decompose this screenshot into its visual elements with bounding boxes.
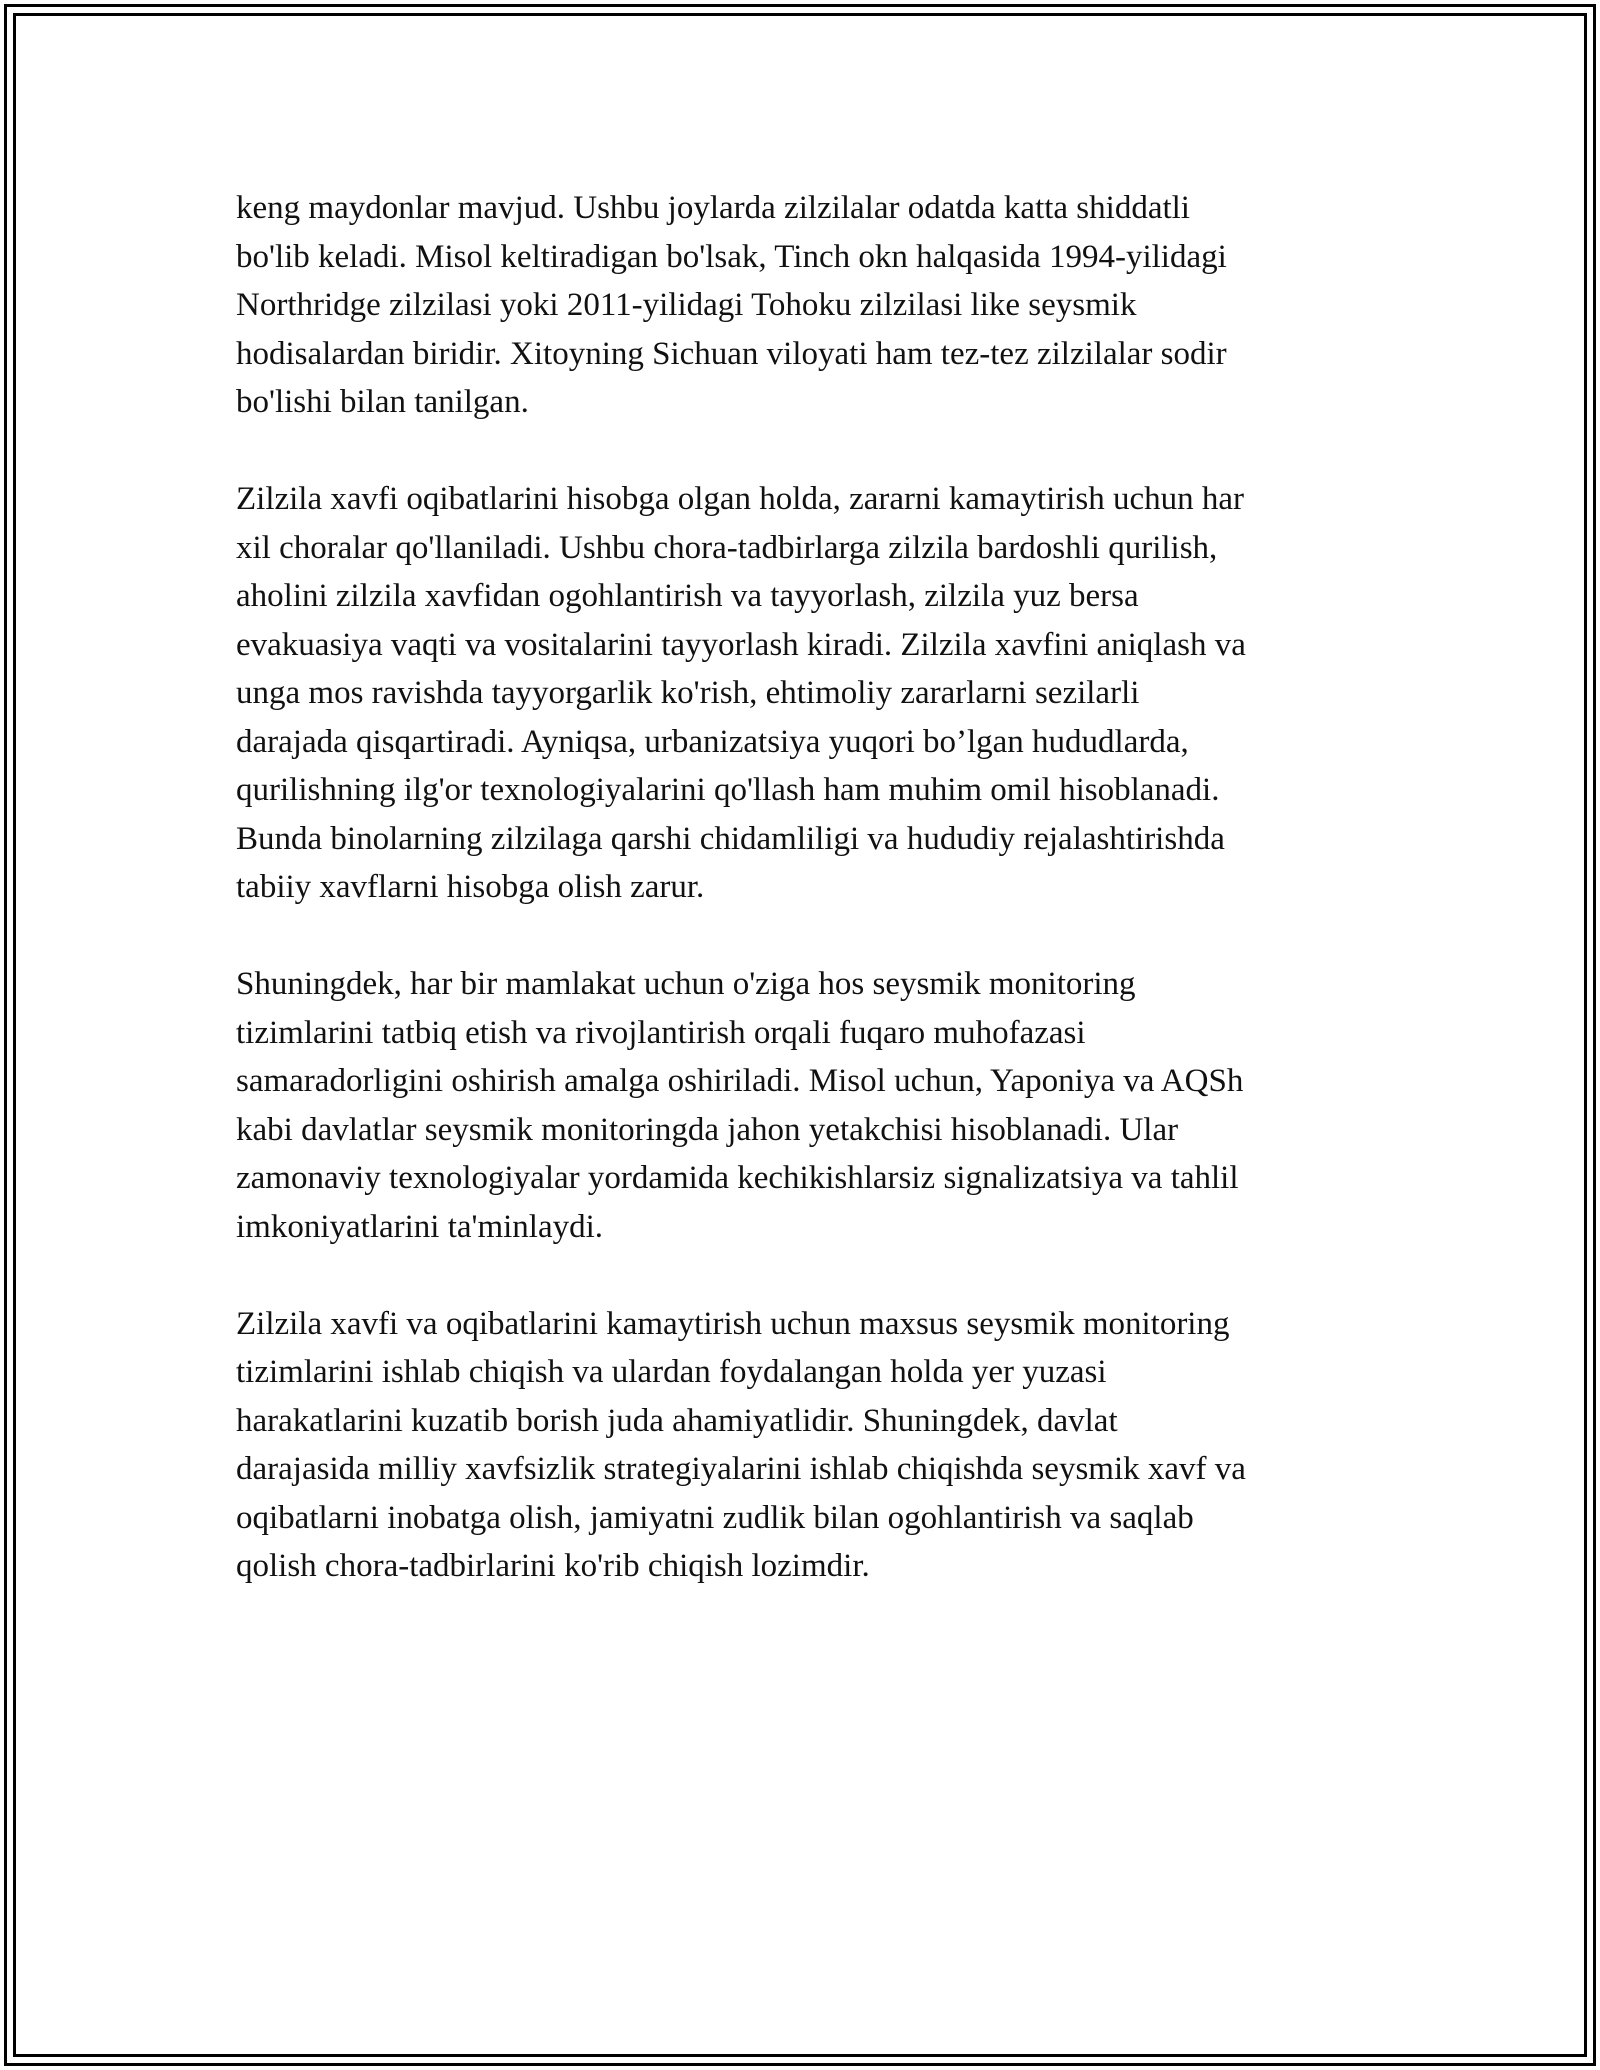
paragraph-4: Zilzila xavfi va oqibatlarini kamaytirish uchun maxsus seysmik monitoring tizimlarini ishlab chiqish va ulardan foydalangan holda yer yuzasi harakatlarini kuzatib borish juda ahamiyatlidir. Shuningdek, davlat darajasida milliy xavfsizlik strategiyalarini ishlab chiqishda seysmik xavf va oqibatlarni inobatga olish, jamiyatni zudlik bilan ogohlantirish va saqlab qolish chora-tadbirlarini ko'rib chiqish lozimdir. <box>236 1305 1246 1584</box>
paragraph-3: Shuningdek, har bir mamlakat uchun o'ziga hos seysmik monitoring tizimlarini tatbiq etish va rivojlantirish orqali fuqaro muhofazasi samaradorligini oshirish amalga oshiriladi. Misol uchun, Yaponiya va AQSh kabi davlatlar seysmik monitoringda jahon yetakchisi hisoblanadi. Ular zamonaviy texnologiyalar yordamida kechikishlarsiz signalizatsiya va tahlil imkoniyatlarini ta'minlaydi. <box>236 966 1244 1245</box>
paragraph-1: keng maydonlar mavjud. Ushbu joylarda zilzilalar odatda katta shiddatli bo'lib keladi. Misol keltiradigan bo'lsak, Tinch okn halqasida 1994-yilidagi Northridge zilzilasi yoki 2011-yilidagi Tohoku zilzilasi like seysmik hodisalardan biridir. Xitoyning Sichuan viloyati ham tez-tez zilzilalar sodir bo'lishi bilan tanilgan. <box>236 190 1227 420</box>
paragraph-2: Zilzila xavfi oqibatlarini hisobga olgan holda, zararni kamaytirish uchun har xil choralar qo'llaniladi. Ushbu chora-tadbirlarga zilzila bardoshli qurilish, aholini zilzila xavfidan ogohlantirish va tayyorlash, zilzila yuz bersa evakuasiya vaqti va vositalarini tayyorlash kiradi. Zilzila xavfini aniqlash va unga mos ravishda tayyorgarlik ko'rish, ehtimoliy zararlarni sezilarli darajada qisqartiradi. Ayniqsa, urbanizatsiya yuqori bo’lgan hududlarda, qurilishning ilg'or texnologiyalarini qo'llash ham muhim omil hisoblanadi. Bunda binolarning zilzilaga qarshi chidamliligi va hududiy rejalashtirishda tabiiy xavflarni hisobga olish zarur. <box>236 481 1246 905</box>
document-body <box>236 184 1376 1639</box>
